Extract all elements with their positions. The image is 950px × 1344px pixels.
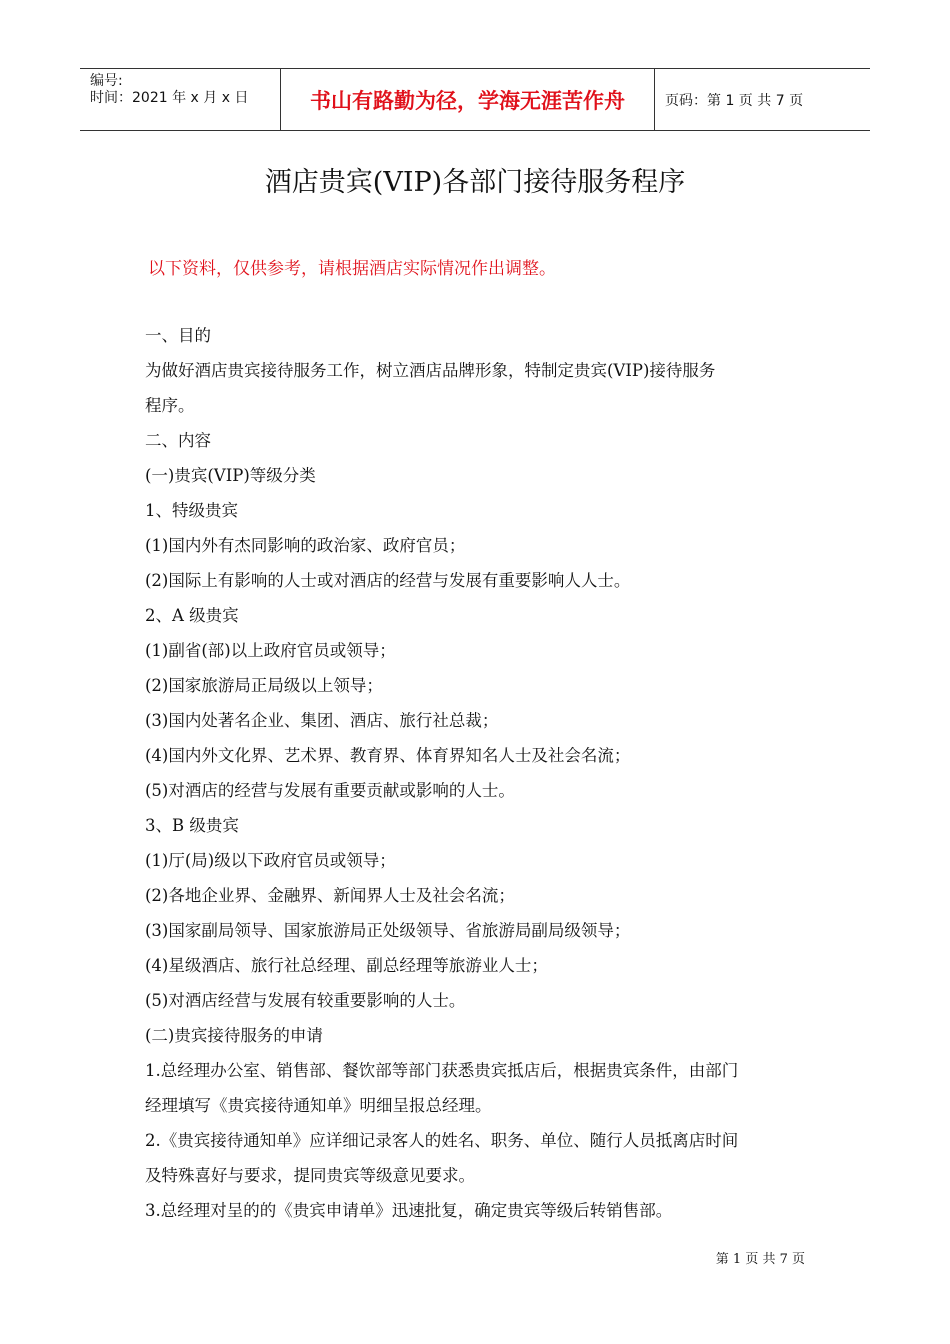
body-line: (4)国内外文化界、艺术界、教育界、体育界知名人士及社会名流； <box>145 746 631 765</box>
body-line: (2)各地企业界、金融界、新闻界人士及社会名流； <box>145 886 515 905</box>
body-line: 1、特级贵宾 <box>145 501 238 520</box>
reference-notice: 以下资料，仅供参考，请根据酒店实际情况作出调整。 <box>148 259 556 279</box>
body-line: 1.总经理办公室、销售部、餐饮部等部门获悉贵宾抵店后，根据贵宾条件，由部门 <box>145 1061 739 1080</box>
body-line: (1)国内外有杰同影响的政治家、政府官员； <box>145 536 466 555</box>
body-line: 2.《贵宾接待通知单》应详细记录客人的姓名、职务、单位、随行人员抵离店时间 <box>145 1131 739 1150</box>
body-line: 二、内容 <box>145 431 211 450</box>
body-line: (5)对酒店的经营与发展有重要贡献或影响的人士。 <box>145 781 515 800</box>
document-body <box>145 318 815 1228</box>
header-motto: 书山有路勤为径，学海无涯苦作舟 <box>281 69 655 130</box>
body-line: 及特殊喜好与要求，提同贵宾等级意见要求。 <box>145 1166 475 1185</box>
body-line: (2)国际上有影响的人士或对酒店的经营与发展有重要影响人人士。 <box>145 571 631 590</box>
body-line: (3)国家副局领导、国家旅游局正处级领导、省旅游局副局级领导； <box>145 921 631 940</box>
header-page-info: 页码：第 1 页 共 7 页 <box>665 92 804 109</box>
body-line: (4)星级酒店、旅行社总经理、副总经理等旅游业人士； <box>145 956 548 975</box>
body-line: 程序。 <box>145 396 195 415</box>
body-line: (1)副省(部)以上政府官员或领导； <box>145 641 396 660</box>
body-line: (一)贵宾(VIP)等级分类 <box>145 466 316 485</box>
header-meta-cell <box>80 69 281 130</box>
body-line: 3.总经理对呈的的《贵宾申请单》迅速批复，确定贵宾等级后转销售部。 <box>145 1201 673 1220</box>
body-line: 一、目的 <box>145 326 211 345</box>
document-header <box>80 68 870 131</box>
body-line: (3)国内处著名企业、集团、酒店、旅行社总裁； <box>145 711 499 730</box>
body-line: 为做好酒店贵宾接待服务工作，树立酒店品牌形象，特制定贵宾(VIP)接待服务 <box>145 361 716 380</box>
time-label: 时间：2021 年 x 月 x 日 <box>90 90 249 106</box>
document-title: 酒店贵宾(VIP)各部门接待服务程序 <box>264 167 686 198</box>
serial-label: 编号: <box>90 73 123 89</box>
footer-page-info: 第 1 页 共 7 页 <box>715 1252 805 1267</box>
body-line: 3、B 级贵宾 <box>145 816 239 835</box>
body-line: (2)国家旅游局正局级以上领导； <box>145 676 383 695</box>
body-line: (1)厅(局)级以下政府官员或领导； <box>145 851 396 870</box>
body-line: (5)对酒店经营与发展有较重要影响的人士。 <box>145 991 466 1010</box>
body-line: (二)贵宾接待服务的申请 <box>145 1026 323 1045</box>
body-line: 2、A 级贵宾 <box>145 606 239 625</box>
body-line: 经理填写《贵宾接待通知单》明细呈报总经理。 <box>145 1096 492 1115</box>
